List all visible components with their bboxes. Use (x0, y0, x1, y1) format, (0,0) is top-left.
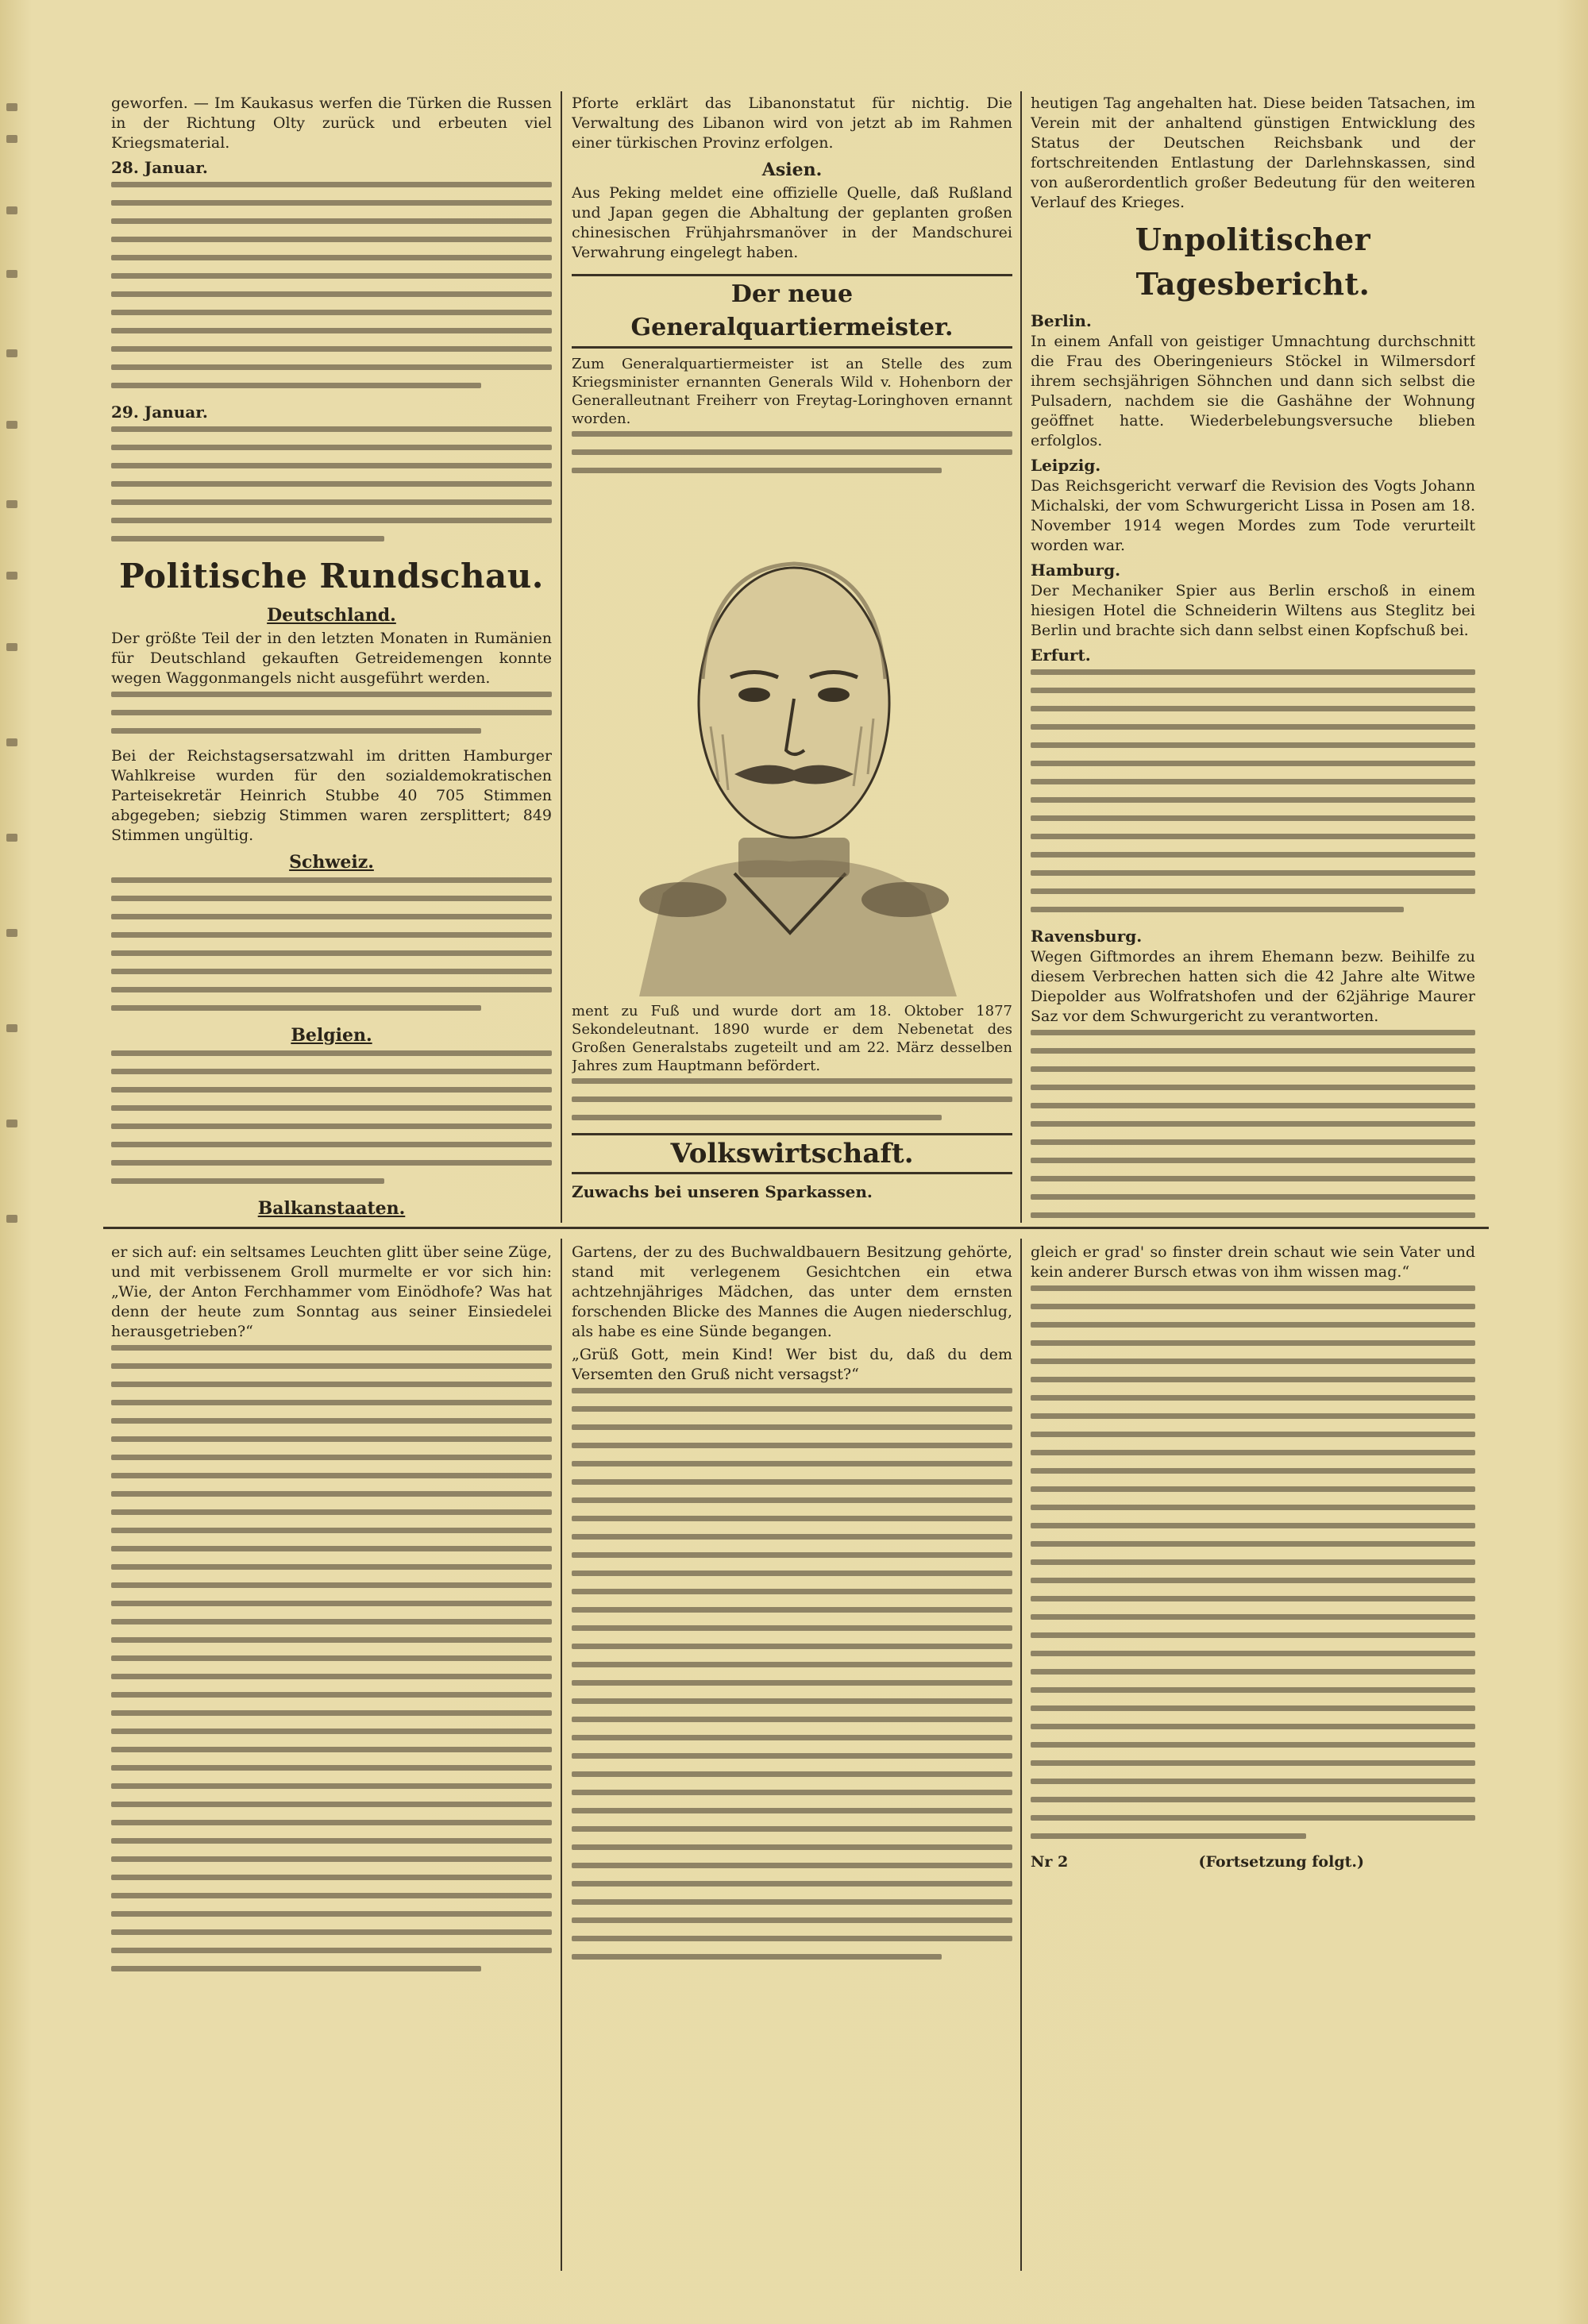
left-lead-text: geworfen. — Im Kaukasus werfen die Türken die Russen in der Richtung Olty zurück und erbeuten viel Kriegsmaterial. (111, 94, 552, 152)
column-rule (561, 91, 562, 1223)
text-placeholder (111, 1050, 552, 1184)
germany-text: Der größte Teil der in den letzten Monaten in Rumänien für Deutschland gekauften Getreidemengen konnte wegen Waggonmangels nicht ausgeführt werden. (111, 630, 552, 687)
left-column (111, 94, 552, 1221)
spacer (572, 1002, 1012, 1224)
subsection-asia: Asien. (761, 160, 823, 180)
report-place-leipzig: Leipzig. (1031, 456, 1101, 475)
section-title-politics: Politische Rundschau. (119, 557, 544, 595)
report-text-ravensburg: Wegen Giftmordes an ihrem Ehemann bezw. Beihilfe zu diesem Verbrechen hatten sich die 42 Jahre alte Witwe Diepolder aus Wolfratshofen und der 62jährige Maurer Saz vor dem Schwurgericht zu verantworten. (1031, 948, 1475, 1025)
eye-left (738, 688, 770, 702)
story-column-1 (111, 1243, 552, 2275)
article-title-quartermaster: Der neue Generalquartiermeister. (572, 274, 1012, 349)
subsection-belgium: Belgien. (291, 1025, 372, 1046)
column-rule (1020, 91, 1022, 1223)
story-col2-lead: Gartens, der zu des Buchwaldbauern Besitzung gehörte, stand mit verlegenem Gesichtchen ein etwa achtzehnjähriges Mädchen, das unter dem ernsten forschenden Blicke des Mannes die Augen niederschlug, als habe es eine Sünde begangen. (572, 1243, 1012, 1340)
text-placeholder (1031, 669, 1475, 912)
report-place-hamburg: Hamburg. (1031, 561, 1121, 580)
text-placeholder (572, 1388, 1012, 1960)
quartermaster-continued: ment zu Fuß und wurde dort am 18. Oktober 1877 Sekondeleutnant. 1890 wurde er dem Nebenetat des Großen Generalstabs zugeteilt und am 22. März desselben Jahres zum Hauptmann befördert. (572, 1003, 1012, 1074)
text-placeholder (111, 692, 552, 734)
uniform-shape (639, 860, 957, 996)
report-text-hamburg: Der Mechaniker Spier aus Berlin erschoß in einem hiesigen Hotel die Schneiderin Wiltens aus Steglitz bei Berlin und brachte sich dann selbst einen Kopfschuß bei. (1031, 582, 1475, 639)
report-place-ravensburg: Ravensburg. (1031, 927, 1143, 946)
section-divider (103, 1227, 1489, 1229)
adjacent-page-bleed (0, 87, 56, 1326)
report-text-leipzig: Das Reichsgericht verwarf die Revision des Vogts Johann Michalski, der vom Schwurgericht Lissa in Posen am 18. November 1914 wegen Mordes zum Tode verurteilt worden war. (1031, 477, 1475, 554)
date-heading: 29. Januar. (111, 403, 208, 422)
text-placeholder (1031, 1285, 1475, 1839)
economy-kicker: Zuwachs bei unseren Sparkassen. (572, 1182, 873, 1201)
left-epaulette-icon (639, 882, 727, 917)
section-title-economy: Volkswirtschaft. (572, 1133, 1012, 1174)
subsection-switzerland: Schweiz. (289, 852, 374, 873)
text-placeholder (111, 1345, 552, 1971)
eye-right (818, 688, 850, 702)
text-placeholder (572, 431, 1012, 473)
general-portrait (592, 520, 996, 996)
date-heading: 28. Januar. (111, 158, 208, 177)
story-col3-lead: gleich er grad' so finster drein schaut wie sein Vater und kein anderer Bursch etwas von ihm wissen mag.“ (1031, 1243, 1475, 1281)
asia-text: Aus Peking meldet eine offizielle Quelle, daß Rußland und Japan gegen die Abhaltung der geplanten großen chinesischen Frühjahrsmanöver in der Mandschurei Verwahrung eingelegt haben. (572, 184, 1012, 261)
story-column-3 (1031, 1243, 1475, 2275)
finance-text: heutigen Tag angehalten hat. Diese beiden Tatsachen, im Verein mit der anhaltend günstigen Entwicklung des Status der Deutschen Reichsbank und der fortschreitenden Entlastung der Darlehnskassen, sind von außerordentlich großer Bedeutung für den weiteren Verlauf des Krieges. (1031, 94, 1475, 211)
report-text-berlin: In einem Anfall von geistiger Umnachtung durchschnitt die Frau des Oberingenieurs Stöckel in Wilmersdorf ihrem sechsjährigen Söhnchen und dann sich selbst die Pulsadern, nachdem sie die Gashähne der Wohnung geöffnet hatte. Wiederbelebungsversuche blieben erfolglos. (1031, 333, 1475, 449)
story-col2-quote: „Grüß Gott, mein Kind! Wer bist du, daß du dem Versemten den Gruß nicht versagst?“ (572, 1346, 1012, 1383)
subsection-balkans: Balkanstaaten. (257, 1198, 406, 1219)
right-column (1031, 94, 1475, 1221)
column-rule (561, 1239, 562, 2271)
portrait-alt: portrait (792, 993, 796, 994)
lebanon-text: Pforte erklärt das Libanonstatut für nichtig. Die Verwaltung des Libanon wird von jetzt ab im Rahmen einer türkischen Provinz erfolgen. (572, 94, 1012, 152)
section-title-daily-report: Unpolitischer Tagesbericht. (1135, 222, 1371, 302)
story-column-2 (572, 1243, 1012, 2275)
subsection-germany: Deutschland. (267, 605, 396, 626)
continuation-note: (Fortsetzung folgt.) (1198, 1853, 1364, 1871)
page-number: Nr 2 (1031, 1853, 1069, 1871)
text-placeholder (1031, 1030, 1475, 1221)
story-col1-lead: er sich auf: ein seltsames Leuchten glitt über seine Züge, und mit verbissenem Groll murmelte er vor sich hin: „Wie, der Anton Ferchhammer vom Einödhofe? Was hat denn der heute zum Sonntag aus seiner Einsiedelei herausgetrieben?“ (111, 1243, 552, 1340)
quartermaster-text: Zum Generalquartiermeister ist an Stelle des zum Kriegsminister ernannten Generals Wild v. Hohenborn der Generalleutnant Freiherr von Freytag-Loringhoven ernannt worden. (572, 356, 1012, 427)
column-rule (1020, 1239, 1022, 2271)
text-placeholder (111, 877, 552, 1011)
right-epaulette-icon (861, 882, 949, 917)
report-place-erfurt: Erfurt. (1031, 646, 1091, 665)
report-place-berlin: Berlin. (1031, 311, 1092, 330)
text-placeholder (111, 182, 552, 388)
reichstag-text: Bei der Reichstagsersatzwahl im dritten Hamburger Wahlkreise wurden für den sozialdemokratischen Parteisekretär Heinrich Stubbe 40 705 Stimmen abgegeben; siebzig Stimmen waren zersplittert; 849 Stimmen ungültig. (111, 747, 552, 844)
text-placeholder (111, 426, 552, 541)
